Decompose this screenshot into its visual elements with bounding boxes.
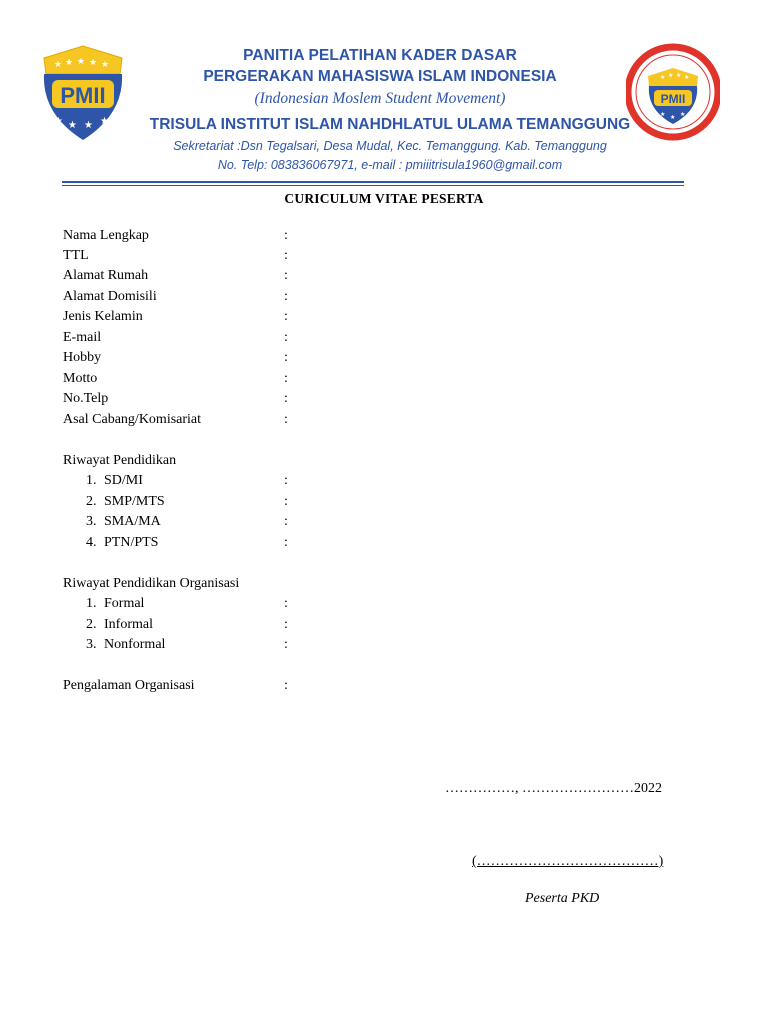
svg-text:★: ★ [54, 60, 63, 70]
list-number: 1. [86, 596, 97, 611]
signature-role: Peserta PKD [525, 891, 600, 906]
field-label: Motto [63, 371, 98, 386]
svg-text:★: ★ [100, 116, 109, 127]
svg-text:★: ★ [676, 72, 682, 79]
field-colon: : [284, 473, 288, 488]
list-label: Formal [104, 596, 145, 611]
field-colon: : [284, 412, 288, 427]
list-number: 3. [86, 637, 97, 652]
svg-text:★: ★ [670, 114, 676, 121]
header-address: Sekretariat :Dsn Tegalsari, Desa Mudal, Kec. Temanggung. Kab. Temanggung [173, 139, 607, 153]
field-label: No.Telp [63, 391, 109, 406]
list-label: Informal [104, 617, 153, 632]
field-colon: : [284, 309, 288, 324]
svg-text:★: ★ [84, 120, 93, 131]
svg-text:★: ★ [68, 120, 77, 131]
field-colon: : [284, 268, 288, 283]
pmii-logo-left [40, 44, 126, 142]
list-label: SMP/MTS [104, 494, 165, 509]
list-number: 3. [86, 514, 97, 529]
signature-name-line: (…………………………………) [472, 854, 664, 869]
header-line-3: (Indonesian Moslem Student Movement) [254, 90, 506, 107]
field-colon: : [284, 248, 288, 263]
field-label: Pengalaman Organisasi [63, 678, 195, 693]
field-colon: : [284, 494, 288, 509]
header-line-4: TRISULA INSTITUT ISLAM NAHDHLATUL ULAMA TEMANGGUNG [149, 116, 631, 133]
svg-text:★: ★ [684, 74, 690, 81]
header-line-1: PANITIA PELATIHAN KADER DASAR [243, 47, 517, 64]
list-label: PTN/PTS [104, 535, 159, 550]
list-number: 1. [86, 473, 97, 488]
svg-text:PMII: PMII [660, 92, 686, 106]
field-label: Alamat Domisili [63, 289, 157, 304]
field-label: Jenis Kelamin [63, 309, 143, 324]
field-colon: : [284, 289, 288, 304]
list-number: 2. [86, 494, 97, 509]
field-colon: : [284, 228, 288, 243]
svg-text:★: ★ [54, 116, 63, 127]
field-label: Alamat Rumah [63, 268, 149, 283]
svg-text:★: ★ [660, 74, 666, 81]
list-number: 2. [86, 617, 97, 632]
list-label: Nonformal [104, 637, 166, 652]
field-colon: : [284, 514, 288, 529]
list-label: SD/MI [104, 473, 143, 488]
svg-text:★: ★ [65, 58, 74, 68]
field-colon: : [284, 391, 288, 406]
field-colon: : [284, 330, 288, 345]
field-colon: : [284, 617, 288, 632]
field-label: E-mail [63, 330, 102, 345]
field-colon: : [284, 350, 288, 365]
document-title: CURICULUM VITAE PESERTA [284, 191, 484, 206]
list-number: 4. [86, 535, 97, 550]
svg-text:★: ★ [77, 57, 86, 67]
header-contact: No. Telp: 083836067971, e-mail : pmiiitrisula1960@gmail.com [217, 158, 563, 172]
field-label: TTL [63, 248, 89, 263]
field-label: Asal Cabang/Komisariat [63, 412, 202, 427]
field-colon: : [284, 596, 288, 611]
field-label: Nama Lengkap [63, 228, 149, 243]
field-colon: : [284, 678, 288, 693]
svg-text:★: ★ [101, 60, 110, 70]
header-divider-thin [62, 185, 684, 186]
list-label: SMA/MA [104, 514, 161, 529]
field-colon: : [284, 637, 288, 652]
field-colon: : [284, 535, 288, 550]
field-colon: : [284, 371, 288, 386]
signature-date: ……………, ……………………2022 [445, 781, 662, 796]
svg-text:★: ★ [89, 58, 98, 68]
svg-text:★: ★ [660, 111, 666, 118]
header-line-2: PERGERAKAN MAHASISWA ISLAM INDONESIA [203, 68, 557, 85]
field-label: Hobby [63, 350, 102, 365]
svg-text:★: ★ [680, 111, 686, 118]
header-divider [62, 181, 684, 183]
svg-text:★: ★ [668, 72, 674, 79]
svg-text:PMII: PMII [60, 83, 106, 108]
